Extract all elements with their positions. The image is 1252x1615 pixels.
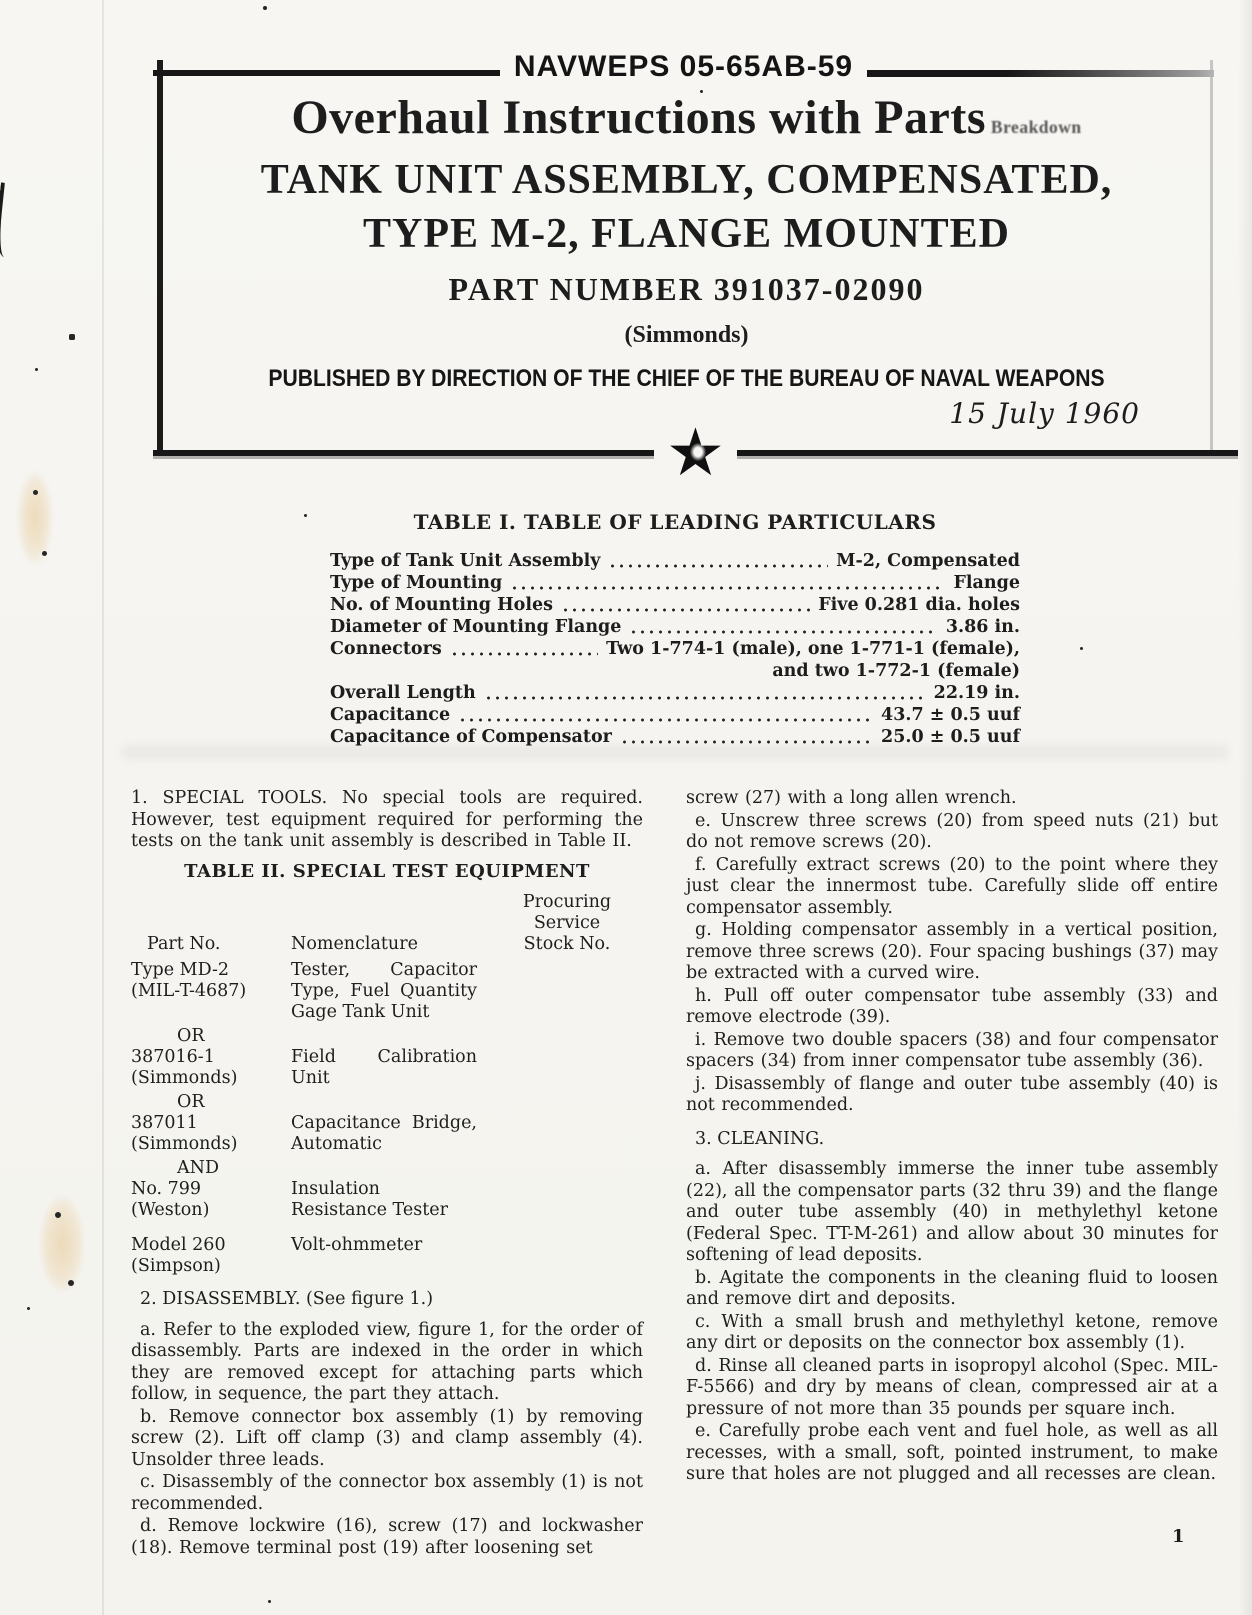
row-label: Capacitance of Compensator (330, 727, 612, 747)
rule-segment (153, 70, 500, 76)
stock-cell (491, 1047, 643, 1089)
disassembly-item-b: b. Remove connector box assembly (1) by removing screw (2). Lift off clamp (3) and clamp assembly (4). Unsolder three leads. (131, 1406, 643, 1470)
connector-word: AND (177, 1158, 219, 1178)
row-label: Diameter of Mounting Flange (330, 617, 622, 637)
part-cell (131, 1235, 291, 1277)
table-row (330, 616, 1020, 638)
row-value: 3.86 in. (945, 617, 1020, 637)
table-row (330, 638, 1020, 660)
disassembly-item-c: c. Disassembly of the connector box assembly (1) is not recommended. (131, 1472, 643, 1514)
right-column (686, 788, 1218, 1487)
table-row (330, 704, 1020, 726)
ink-speck (27, 1307, 30, 1310)
row-value: 25.0 ± 0.5 uuf (881, 727, 1020, 747)
paper-stain (18, 472, 52, 564)
connector-word: OR (177, 1092, 205, 1112)
stock-cell (491, 1179, 643, 1221)
nomenclature-cell: Volt-ohmmeter (291, 1235, 423, 1255)
table-leading-particulars (330, 510, 1020, 748)
subtitle-line-1: TANK UNIT ASSEMBLY, COMPENSATED, (260, 157, 1113, 204)
rule-segment (867, 70, 1214, 77)
table1-rows (330, 550, 1020, 748)
ink-speck (69, 334, 75, 340)
table-row (131, 1113, 643, 1155)
table-row (330, 682, 1020, 704)
row-value: M-2, Compensated (836, 551, 1020, 571)
row-label: Type of Tank Unit Assembly (330, 551, 601, 571)
ink-speck (263, 6, 267, 10)
title-text: Overhaul Instructions with Parts (291, 91, 987, 144)
header-stock-line2: Stock No. (523, 934, 611, 954)
dot-leader (450, 645, 598, 660)
ink-mark (0, 182, 17, 257)
cleaning-item-a: a. After disassembly immerse the inner tube assembly (22), all the compensator parts (32 thru 39) and the flange and outer tube assembly (40) in methylethyl ketone (Federal Spec. TT-M-261) and allow about 30 minutes for softening of lead deposits. (686, 1159, 1218, 1265)
page-number: 1 (1172, 1526, 1185, 1547)
nomenclature-cell: Capacitance Bridge, Automatic (291, 1113, 477, 1154)
table-row (131, 1047, 643, 1089)
part-no: No. 799 (131, 1179, 202, 1199)
scan-edge-shadow (1238, 0, 1252, 1615)
disassembly-item-f: f. Carefully extract screws (20) to the point where they just clear the innermost tube. Carefully slide off entire compensator assembly. (686, 854, 1218, 918)
part-no: 387011 (131, 1113, 198, 1133)
nomenclature-cell: Insulation Resistance Tester (291, 1179, 448, 1220)
header-stock-line1: Procuring Service (522, 892, 612, 933)
disassembly-item-h: h. Pull off outer compensator tube assembly (33) and remove electrode (39). (686, 985, 1218, 1027)
dot-leader (629, 623, 937, 638)
rule-segment (153, 450, 654, 456)
table-row (330, 550, 1020, 572)
row-label: No. of Mounting Holes (330, 595, 553, 615)
row-value-continuation: and two 1-772-1 (female) (772, 661, 1020, 681)
section-special-tools: 1. SPECIAL TOOLS. No special tools are required. However, test equipment required for performing the tests on the tank unit assembly is described in Table II. (131, 788, 643, 851)
dot-leader (620, 733, 873, 748)
manufacturer: (Simmonds) (624, 322, 749, 349)
disassembly-item-i: i. Remove two double spacers (38) and four compensator spacers (34) from inner compensator tube assembly (36). (686, 1029, 1218, 1071)
row-value: 43.7 ± 0.5 uuf (881, 705, 1020, 725)
table-row (131, 960, 643, 1023)
dot-leader (458, 711, 873, 726)
ink-speck (55, 1212, 61, 1218)
cleaning-item-d: d. Rinse all cleaned parts in isopropyl alcohol (Spec. MIL-F-5566) and dry by means of clean, compressed air at a pressure of not more than 35 pounds per square inch. (686, 1355, 1218, 1419)
table-row (330, 572, 1020, 594)
part-no-detail: (MIL-T-4687) (131, 981, 247, 1001)
ink-speck (42, 551, 47, 556)
part-no-detail: (Simpson) (131, 1256, 221, 1276)
ink-speck (33, 490, 38, 495)
dot-leader (484, 689, 926, 704)
table-special-test-equipment (131, 892, 643, 1277)
spacer-cell (131, 892, 291, 934)
row-label: Type of Mounting (330, 573, 503, 593)
part-cell (131, 1047, 291, 1089)
subtitle-line-2: TYPE M-2, FLANGE MOUNTED (363, 211, 1010, 258)
cleaning-item-b: b. Agitate the components in the cleaning fluid to loosen and remove dirt and deposits. (686, 1267, 1218, 1309)
part-no: Model 260 (131, 1235, 226, 1255)
part-cell (131, 960, 291, 1023)
left-column (131, 788, 643, 1560)
row-value: Flange (953, 573, 1020, 593)
ink-speck (1080, 647, 1083, 650)
document-number: NAVWEPS 05-65AB-59 (513, 50, 854, 83)
spacer-cell (291, 892, 491, 934)
title-text-faded: Breakdown (990, 117, 1082, 137)
stock-cell (491, 960, 643, 1023)
nomenclature-cell: Field Calibration Unit (291, 1047, 477, 1088)
row-label: Connectors (330, 639, 442, 659)
title-box (157, 50, 1213, 491)
part-cell (131, 1113, 291, 1155)
disassembly-item-d-continuation: screw (27) with a long allen wrench. (686, 788, 1017, 808)
nomenclature-cell: Tester, Capacitor Type, Fuel Quantity Gage Tank Unit (291, 960, 477, 1022)
header-nomenclature: Nomenclature (291, 934, 418, 954)
dot-leader (608, 557, 828, 572)
row-value: Five 0.281 dia. holes (818, 595, 1020, 615)
table-row (330, 594, 1020, 616)
table-row (131, 1179, 643, 1221)
table-row (131, 1235, 643, 1277)
row-label: Capacitance (330, 705, 451, 725)
disassembly-item-g: g. Holding compensator assembly in a vertical position, remove three screws (20). Four spacing bushings (37) may be extracted with a curved wire. (686, 920, 1218, 983)
part-no: Type MD-2 (131, 960, 230, 980)
table-row (330, 726, 1020, 748)
part-no-detail: (Weston) (131, 1200, 210, 1220)
part-no: 387016-1 (131, 1047, 215, 1067)
title-box-top-rule (153, 50, 1214, 90)
paper-stain (40, 1196, 84, 1292)
dot-leader (510, 579, 945, 594)
stock-cell (491, 1235, 643, 1277)
ink-speck (68, 1280, 74, 1286)
section-cleaning-heading: 3. CLEANING. (695, 1128, 825, 1149)
published-by-line: PUBLISHED BY DIRECTION OF THE CHIEF OF THE BUREAU OF NAVAL WEAPONS (268, 365, 1105, 393)
dot-leader (561, 601, 810, 616)
part-no-detail: (Simmonds) (131, 1134, 238, 1154)
section-disassembly-heading: 2. DISASSEMBLY. (See figure 1.) (140, 1289, 434, 1309)
ink-speck (304, 514, 307, 517)
row-value: 22.19 in. (933, 683, 1020, 703)
cleaning-item-c: c. With a small brush and methylethyl ketone, remove any dirt or deposits on the connector box assembly (1). (686, 1311, 1218, 1353)
table1-title: TABLE I. TABLE OF LEADING PARTICULARS (413, 510, 937, 534)
cleaning-item-e: e. Carefully probe each vent and fuel hole, as well as all recesses, with a small, soft, pointed instrument, to make sure that holes are not plugged and all recesses are clean. (686, 1421, 1218, 1484)
part-cell (131, 1179, 291, 1221)
stock-cell (491, 1113, 643, 1155)
ink-speck (268, 1600, 271, 1603)
part-no-detail: (Simmonds) (131, 1068, 238, 1088)
ink-speck (35, 368, 38, 371)
rule-segment (737, 450, 1238, 456)
publication-date: 15 July 1960 (949, 397, 1140, 431)
title-box-bottom-rule: ★ (153, 450, 1238, 456)
connector-word: OR (177, 1026, 205, 1046)
disassembly-item-e: e. Unscrew three screws (20) from speed nuts (21) but do not remove screws (20). (686, 810, 1218, 852)
disassembly-item-a: a. Refer to the exploded view, figure 1, for the order of disassembly. Parts are indexed in the order in which they are removed except for attaching parts which follow, in sequence, the part they attach. (131, 1319, 643, 1404)
disassembly-item-d: d. Remove lockwire (16), screw (17) and lockwasher (18). Remove terminal post (19) after loosening set (131, 1516, 643, 1558)
header-part-no: Part No. (147, 934, 221, 954)
table2-header (131, 892, 643, 955)
part-number: PART NUMBER 391037-02090 (448, 271, 925, 308)
table2-title: TABLE II. SPECIAL TEST EQUIPMENT (184, 860, 590, 882)
row-label: Overall Length (330, 683, 476, 703)
paper-fold-line (102, 0, 104, 1615)
document-title (193, 90, 1180, 145)
row-value: Two 1-774-1 (male), one 1-771-1 (female), (606, 639, 1020, 659)
disassembly-item-j: j. Disassembly of flange and outer tube assembly (40) is not recommended. (686, 1073, 1218, 1115)
